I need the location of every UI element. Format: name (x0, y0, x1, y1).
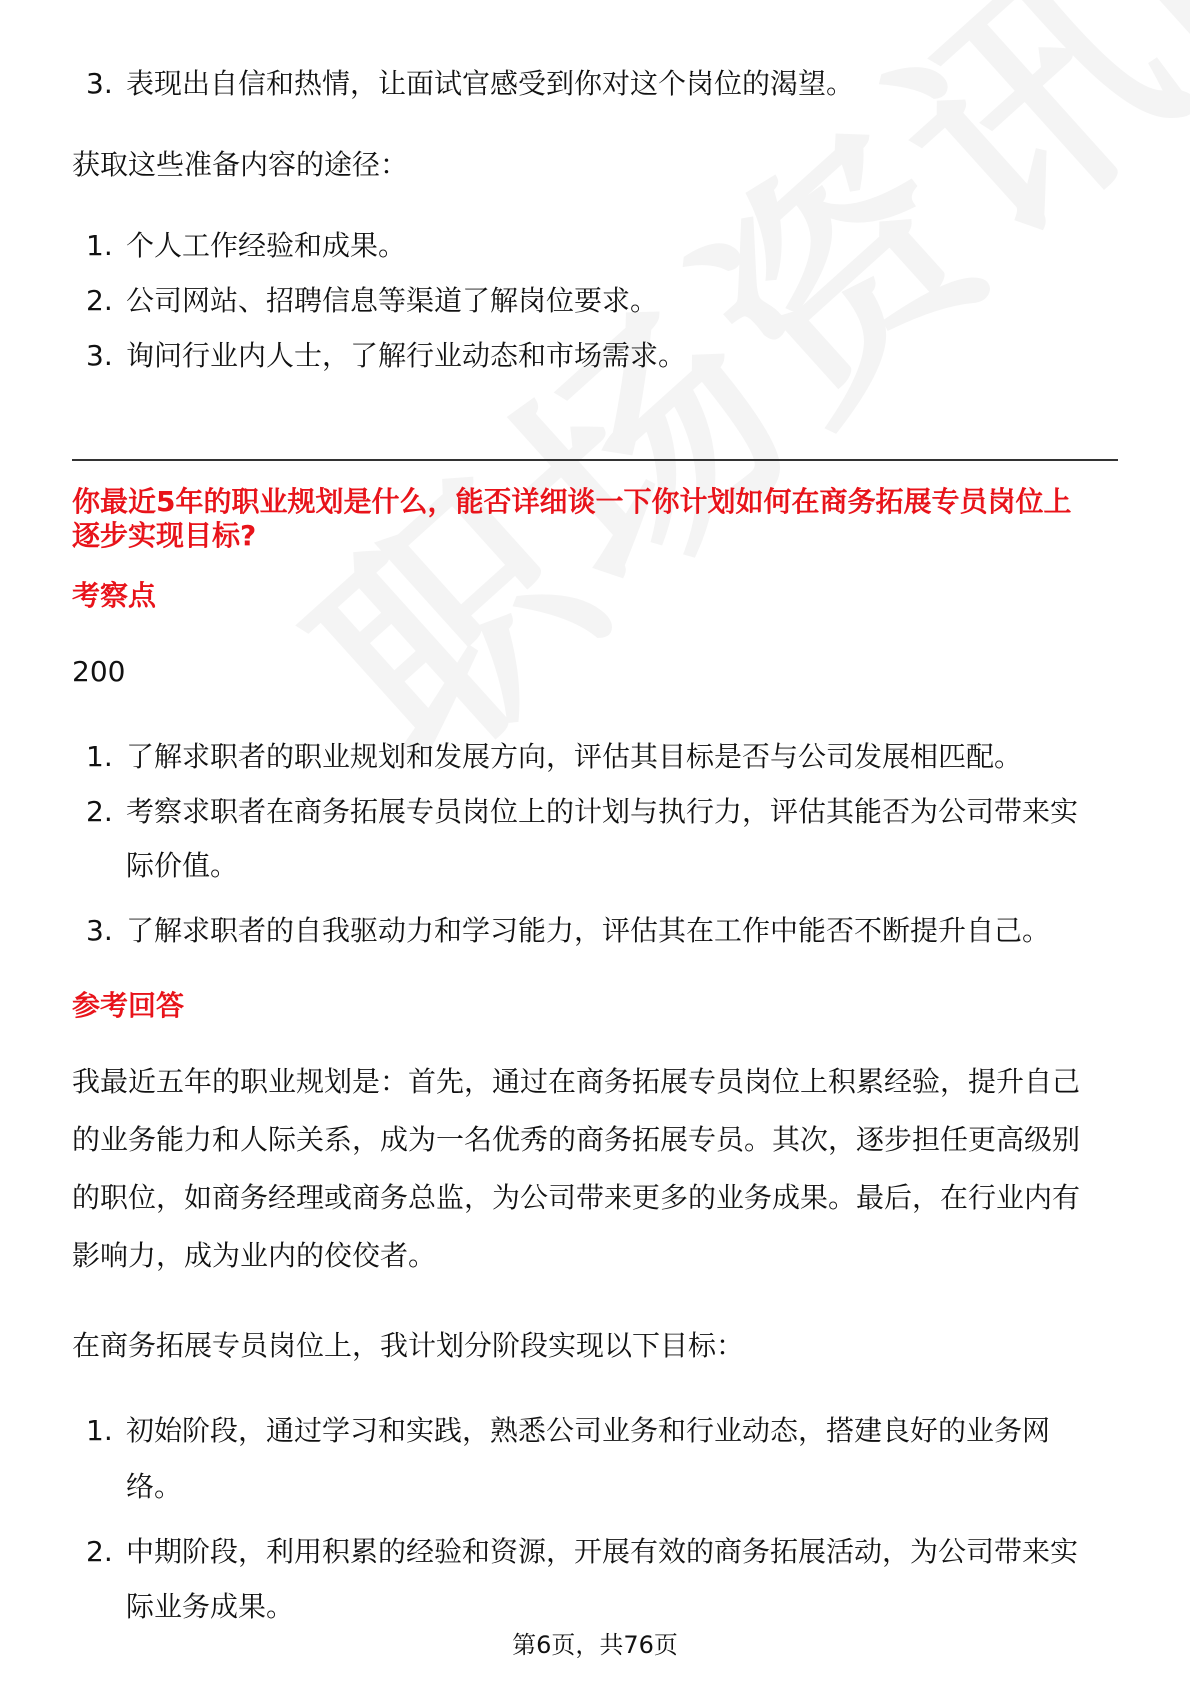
list-item-continuation: 络。 (126, 1470, 183, 1503)
answer-line: 我最近五年的职业规划是：首先，通过在商务拓展专员岗位上积累经验，提升自己 (72, 1065, 1081, 1098)
list-item (86, 336, 686, 376)
list-item (86, 281, 658, 321)
plan-intro: 在商务拓展专员岗位上，我计划分阶段实现以下目标： (72, 1329, 745, 1362)
list-number: 1. (86, 740, 113, 773)
list-item (86, 1532, 1078, 1572)
list-item (86, 911, 1050, 951)
answer-line: 的业务能力和人际关系，成为一名优秀的商务拓展专员。其次，逐步担任更高级别 (72, 1123, 1081, 1156)
list-item-continuation: 际价值。 (126, 849, 239, 882)
list-text: 表现出自信和热情，让面试官感受到你对这个岗位的渴望。 (126, 67, 855, 100)
list-number: 2. (86, 795, 113, 828)
list-text: 初始阶段，通过学习和实践，熟悉公司业务和行业动态，搭建良好的业务网 (126, 1414, 1051, 1447)
question-line-1: 你最近5年的职业规划是什么，能否详细谈一下你计划如何在商务拓展专员岗位上 (72, 485, 1072, 518)
list-item (86, 64, 854, 104)
list-text: 公司网站、招聘信息等渠道了解岗位要求。 (126, 284, 659, 317)
list-number: 3. (86, 914, 113, 947)
list-number: 3. (86, 67, 113, 100)
answer-line: 影响力，成为业内的佼佼者。 (72, 1239, 437, 1272)
list-text: 了解求职者的职业规划和发展方向，评估其目标是否与公司发展相匹配。 (126, 740, 1023, 773)
list-text: 了解求职者的自我驱动力和学习能力，评估其在工作中能否不断提升自己。 (126, 914, 1051, 947)
list-item (86, 1411, 1050, 1451)
list-number: 2. (86, 284, 113, 317)
list-item (86, 737, 1022, 777)
answer-line: 的职位，如商务经理或商务总监，为公司带来更多的业务成果。最后，在行业内有 (72, 1181, 1081, 1214)
score-value: 200 (72, 655, 126, 688)
kaocha-heading: 考察点 (72, 579, 157, 612)
list-text: 个人工作经验和成果。 (126, 229, 407, 262)
list-item-continuation: 际业务成果。 (126, 1590, 295, 1623)
list-number: 3. (86, 339, 113, 372)
list-item (86, 226, 406, 266)
list-text: 考察求职者在商务拓展专员岗位上的计划与执行力，评估其能否为公司带来实 (126, 795, 1079, 828)
page-footer: 第6页，共76页 (512, 1631, 678, 1659)
section-divider (72, 459, 1118, 461)
list-item (86, 792, 1078, 832)
list-number: 1. (86, 229, 113, 262)
list-text: 询问行业内人士，了解行业动态和市场需求。 (126, 339, 687, 372)
prep-intro: 获取这些准备内容的途径： (72, 148, 409, 181)
answer-heading: 参考回答 (72, 989, 185, 1022)
list-number: 2. (86, 1535, 113, 1568)
question-line-2: 逐步实现目标? (72, 519, 257, 552)
list-text: 中期阶段，利用积累的经验和资源，开展有效的商务拓展活动，为公司带来实 (126, 1535, 1079, 1568)
list-number: 1. (86, 1414, 113, 1447)
